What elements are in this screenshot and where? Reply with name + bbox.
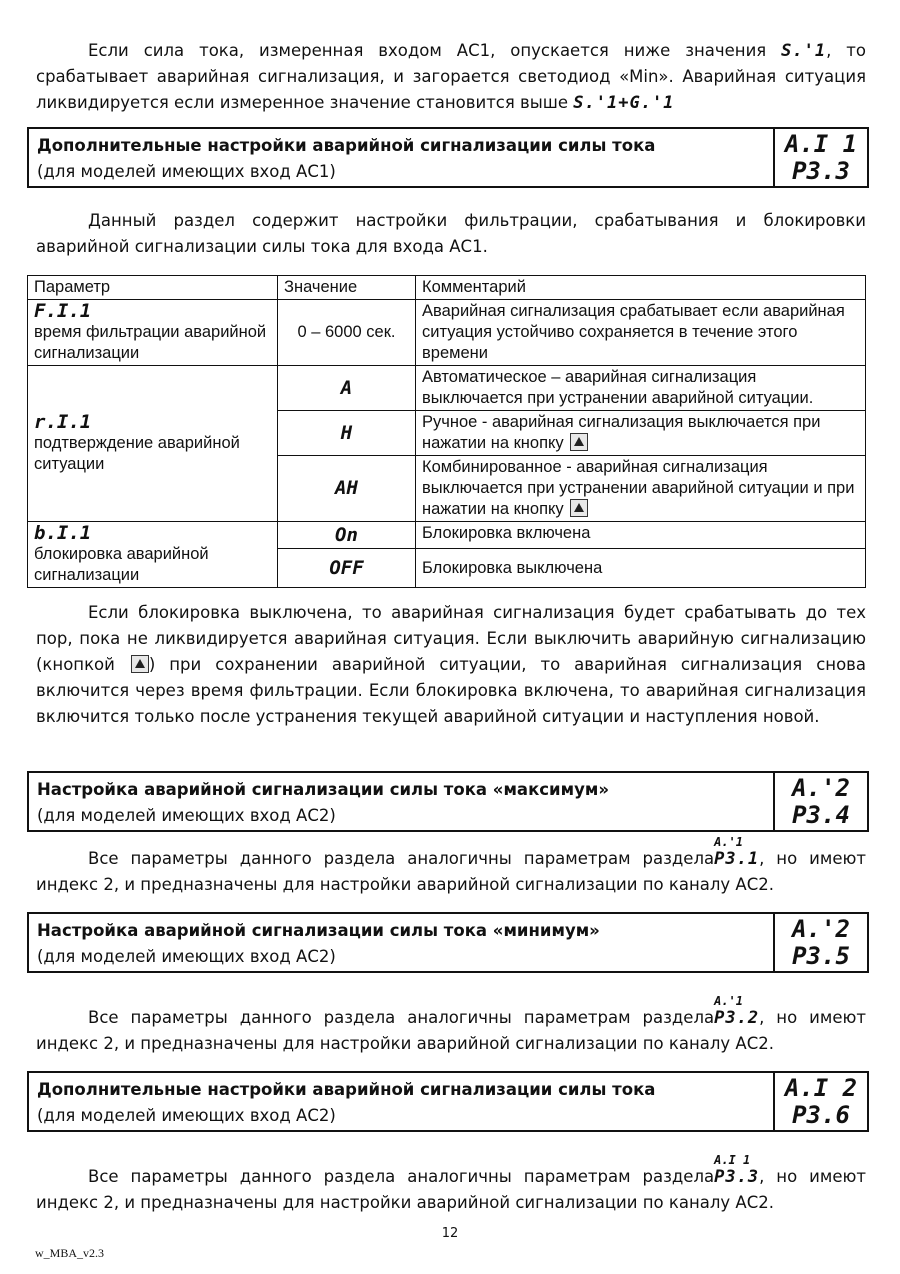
text-segment: Все параметры данного раздела аналогичны параметрам раздела [88, 1008, 715, 1027]
text-segment: Данный раздел содержит настройки фильтрации, срабатывания и блокировки аварийной сигнализации силы тока для входа АС1. [36, 211, 866, 256]
parameters-table [27, 275, 866, 588]
section-subtitle: (для моделей имеющих вход АС1) [37, 162, 336, 181]
text-segment: ) при сохранении аварийной ситуации, то аварийная сигнализация снова включится через время фильтрации. Если блокировка включена, то аварийная сигнализация включится только после устранения текущей аварийной ситуации и наступления новой. [36, 655, 866, 726]
parameter-code: F.I.1 [34, 300, 92, 322]
section-header-box [27, 1071, 869, 1132]
value-cell: 0 – 6000 сек. [278, 300, 416, 366]
section-subtitle: (для моделей имеющих вход АС2) [37, 806, 336, 825]
reference-paragraph [36, 994, 866, 1057]
menu-code: A.I 1 [784, 130, 858, 158]
text-segment: , но имеют индекс 2, и предназначены для настройки аварийной сигнализации по каналу АС2. [36, 1167, 866, 1212]
alarm-button-icon [131, 655, 149, 673]
section-header-box [27, 771, 869, 832]
table-row [28, 366, 866, 411]
comment-text: Ручное - аварийная сигнализация выключается при нажатии на кнопку [422, 413, 821, 452]
text-segment: , но имеют индекс 2, и предназначены для настройки аварийной сигнализации по каналу АС2. [36, 1008, 866, 1053]
section-title: Настройка аварийной сигнализации силы тока «минимум» [37, 921, 600, 940]
text-segment: Если блокировка выключена, то аварийная сигнализация будет срабатывать до тех пор, пока не ликвидируется аварийная ситуация. Если выключить аварийную сигнализацию (кнопкой [36, 603, 866, 674]
alarm-button-icon [570, 433, 588, 451]
parameter-code: P3.3 [792, 157, 850, 185]
column-header: Значение [278, 276, 416, 300]
parameter-code: P3.1 [714, 849, 760, 869]
document-id: w_MBA_v2.3 [35, 1246, 105, 1260]
comment-cell [416, 411, 866, 456]
value-cell: OFF [278, 549, 416, 588]
parameter-code: P3.3 [714, 1167, 760, 1187]
text-segment: Все параметры данного раздела аналогичны параметрам раздела [88, 1167, 715, 1186]
intro-paragraph [36, 38, 866, 116]
comment-cell: Блокировка включена [416, 522, 866, 549]
section-code [773, 129, 867, 186]
value-cell: On [278, 522, 416, 549]
setpoint-code: S.'1 [781, 41, 827, 61]
section-header-box [27, 912, 869, 973]
reference-code [714, 1153, 760, 1187]
text-segment: , то срабатывает аварийная сигнализация, и загорается светодиод «Min». Аварийная ситуация ликвидируется если измеренное значение становится выше [36, 41, 866, 112]
reference-code [714, 994, 760, 1028]
comment-cell: Автоматическое – аварийная сигнализация выключается при устранении аварийной ситуации. [416, 366, 866, 411]
value-cell: H [278, 411, 416, 456]
threshold-code: S.'1+G.'1 [573, 93, 675, 113]
parameter-code: P3.6 [792, 1101, 850, 1129]
menu-code: A.I 1 [714, 1153, 751, 1167]
menu-code: A.'2 [792, 774, 850, 802]
parameter-name: подтверждение аварийной ситуации [34, 434, 240, 473]
parameter-code: P3.5 [792, 942, 850, 970]
table-row [28, 522, 866, 549]
table-row [28, 300, 866, 366]
comment-text: Комбинированное - аварийная сигнализация выключается при устранении аварийной ситуации и при нажатии на кнопку [422, 458, 855, 518]
menu-code: A.'1 [714, 835, 744, 849]
menu-code: A.'2 [792, 915, 850, 943]
parameter-code: P3.4 [792, 801, 850, 829]
section-subtitle: (для моделей имеющих вход АС2) [37, 947, 336, 966]
parameter-cell [28, 366, 278, 522]
reference-paragraph [36, 1153, 866, 1216]
parameter-code: r.I.1 [34, 411, 92, 433]
parameter-name: блокировка аварийной сигнализации [34, 545, 209, 584]
table-header-row [28, 276, 866, 300]
section-title: Дополнительные настройки аварийной сигнализации силы тока [37, 1080, 656, 1099]
section-description [36, 208, 866, 260]
alarm-button-icon [570, 499, 588, 517]
parameter-code: b.I.1 [34, 522, 92, 544]
parameter-cell [28, 522, 278, 588]
comment-cell: Блокировка выключена [416, 549, 866, 588]
menu-code: A.I 2 [784, 1074, 858, 1102]
page-number: 12 [441, 1226, 459, 1241]
parameter-name: время фильтрации аварийной сигнализации [34, 323, 267, 362]
comment-cell [416, 456, 866, 522]
text-segment: , но имеют индекс 2, и предназначены для настройки аварийной сигнализации по каналу АС2. [36, 849, 866, 894]
menu-code: A.'1 [714, 994, 744, 1008]
column-header: Комментарий [416, 276, 866, 300]
section-title: Дополнительные настройки аварийной сигнализации силы тока [37, 136, 656, 155]
reference-paragraph [36, 835, 866, 898]
section-subtitle: (для моделей имеющих вход АС2) [37, 1106, 336, 1125]
parameter-code: P3.2 [714, 1008, 760, 1028]
section-code [773, 914, 867, 971]
section-header-box [27, 127, 869, 188]
blocking-paragraph [36, 600, 866, 730]
parameter-cell [28, 300, 278, 366]
section-title: Настройка аварийной сигнализации силы тока «максимум» [37, 780, 609, 799]
value-cell: A [278, 366, 416, 411]
comment-cell: Аварийная сигнализация срабатывает если аварийная ситуация устойчиво сохраняется в течение этого времени [416, 300, 866, 366]
column-header: Параметр [28, 276, 278, 300]
section-code [773, 773, 867, 830]
text-segment: Все параметры данного раздела аналогичны параметрам раздела [88, 849, 715, 868]
section-code [773, 1073, 867, 1130]
reference-code [714, 835, 760, 869]
value-cell: AH [278, 456, 416, 522]
text-segment: Если сила тока, измеренная входом АС1, опускается ниже значения [88, 41, 782, 60]
